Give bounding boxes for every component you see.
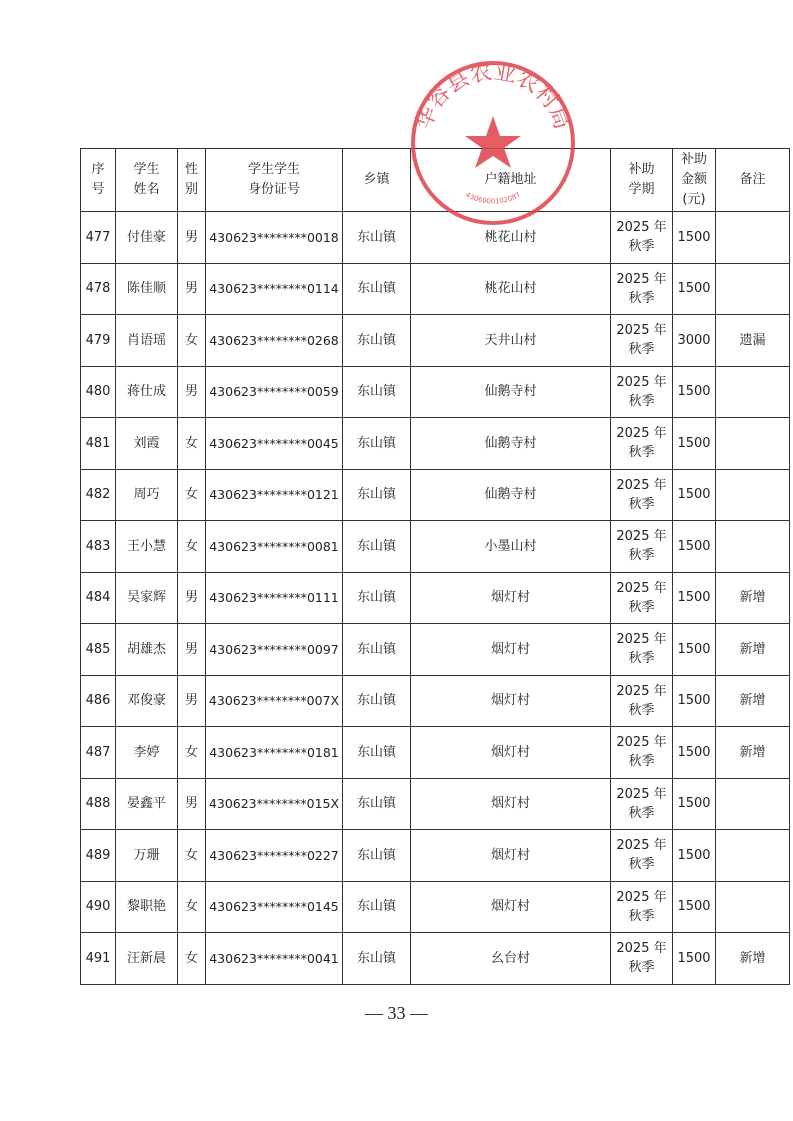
student-sex: 男 [178, 212, 206, 264]
town: 东山镇 [343, 418, 411, 470]
remark: 新增 [716, 675, 790, 727]
student-sex: 女 [178, 727, 206, 779]
town: 东山镇 [343, 830, 411, 882]
row-number: 485 [81, 624, 116, 676]
page-number: — 33 — [365, 1003, 428, 1023]
remark: 新增 [716, 727, 790, 779]
student-sex: 男 [178, 366, 206, 418]
row-number: 484 [81, 572, 116, 624]
household-address: 幺台村 [411, 933, 611, 985]
header-cell [673, 149, 716, 212]
term-year: 2025 年 [616, 374, 667, 390]
subsidy-term [611, 572, 673, 624]
student-name: 万珊 [116, 830, 178, 882]
term-year: 2025 年 [616, 786, 667, 802]
student-sex: 女 [178, 933, 206, 985]
remark [716, 521, 790, 573]
header-line: 补助 [628, 162, 655, 177]
term-season: 秋季 [628, 651, 655, 667]
subsidy-term [611, 624, 673, 676]
subsidy-amount: 1500 [673, 366, 716, 418]
header-line: 金额 [680, 172, 707, 187]
town: 东山镇 [343, 933, 411, 985]
table-header [81, 149, 790, 212]
student-name: 蒋仕成 [116, 366, 178, 418]
subsidy-amount: 1500 [673, 418, 716, 470]
household-address: 仙鹅寺村 [411, 418, 611, 470]
student-id-number: 430623********0121 [206, 469, 343, 521]
term-year: 2025 年 [616, 529, 667, 545]
household-address: 烟灯村 [411, 572, 611, 624]
table-row [81, 727, 790, 779]
subsidy-term [611, 418, 673, 470]
student-sex: 女 [178, 418, 206, 470]
term-season: 秋季 [628, 702, 655, 718]
town: 东山镇 [343, 727, 411, 779]
term-year: 2025 年 [616, 271, 667, 287]
student-sex: 男 [178, 778, 206, 830]
table-row [81, 418, 790, 470]
student-name: 付佳豪 [116, 212, 178, 264]
term-year: 2025 年 [616, 426, 667, 442]
seal-text [412, 60, 575, 133]
header-line: 乡镇 [363, 172, 390, 187]
subsidy-amount: 1500 [673, 778, 716, 830]
header-line: 备注 [739, 172, 766, 187]
student-sex: 女 [178, 881, 206, 933]
town: 东山镇 [343, 778, 411, 830]
subsidy-amount: 1500 [673, 521, 716, 573]
household-address: 烟灯村 [411, 675, 611, 727]
student-sex: 男 [178, 263, 206, 315]
subsidy-term [611, 366, 673, 418]
subsidy-term [611, 521, 673, 573]
header-cell [611, 149, 673, 212]
subsidy-amount: 1500 [673, 212, 716, 264]
term-season: 秋季 [628, 445, 655, 461]
term-season: 秋季 [628, 239, 655, 255]
header-cell [206, 149, 343, 212]
subsidy-term [611, 727, 673, 779]
student-id-number: 430623********0081 [206, 521, 343, 573]
subsidy-amount: 1500 [673, 572, 716, 624]
header-line: (元) [682, 192, 706, 207]
table-row [81, 469, 790, 521]
term-season: 秋季 [628, 290, 655, 306]
row-number: 480 [81, 366, 116, 418]
student-name: 吴家辉 [116, 572, 178, 624]
subsidy-amount: 1500 [673, 830, 716, 882]
student-id-number: 430623********0268 [206, 315, 343, 367]
student-id-number: 430623********0111 [206, 572, 343, 624]
row-number: 490 [81, 881, 116, 933]
term-year: 2025 年 [616, 220, 667, 236]
term-season: 秋季 [628, 960, 655, 976]
subsidy-term [611, 778, 673, 830]
subsidy-term [611, 263, 673, 315]
student-sex: 女 [178, 830, 206, 882]
subsidy-term [611, 469, 673, 521]
subsidy-term [611, 675, 673, 727]
header-row [81, 149, 790, 212]
student-id-number: 430623********015X [206, 778, 343, 830]
household-address: 桃花山村 [411, 263, 611, 315]
row-number: 489 [81, 830, 116, 882]
term-season: 秋季 [628, 548, 655, 564]
row-number: 491 [81, 933, 116, 985]
town: 东山镇 [343, 624, 411, 676]
table-row [81, 315, 790, 367]
town: 东山镇 [343, 521, 411, 573]
row-number: 483 [81, 521, 116, 573]
header-line: 学期 [628, 182, 655, 197]
table-row [81, 212, 790, 264]
remark [716, 881, 790, 933]
student-sex: 男 [178, 675, 206, 727]
row-number: 482 [81, 469, 116, 521]
household-address: 烟灯村 [411, 881, 611, 933]
header-line: 身份证号 [247, 182, 300, 197]
subsidy-amount: 1500 [673, 727, 716, 779]
row-number: 478 [81, 263, 116, 315]
term-year: 2025 年 [616, 838, 667, 854]
term-year: 2025 年 [616, 941, 667, 957]
student-name: 周巧 [116, 469, 178, 521]
student-name: 李婷 [116, 727, 178, 779]
student-name: 黎职艳 [116, 881, 178, 933]
student-name: 晏鑫平 [116, 778, 178, 830]
term-year: 2025 年 [616, 323, 667, 339]
term-season: 秋季 [628, 342, 655, 358]
header-line: 学生学生 [247, 162, 300, 177]
table-row [81, 263, 790, 315]
household-address: 烟灯村 [411, 624, 611, 676]
student-name: 汪新晨 [116, 933, 178, 985]
student-name: 肖语瑶 [116, 315, 178, 367]
header-cell [411, 149, 611, 212]
header-line: 户籍地址 [484, 172, 537, 187]
remark [716, 830, 790, 882]
table-row [81, 366, 790, 418]
term-year: 2025 年 [616, 632, 667, 648]
household-address: 桃花山村 [411, 212, 611, 264]
row-number: 481 [81, 418, 116, 470]
row-number: 488 [81, 778, 116, 830]
student-sex: 女 [178, 521, 206, 573]
term-year: 2025 年 [616, 477, 667, 493]
town: 东山镇 [343, 469, 411, 521]
row-number: 487 [81, 727, 116, 779]
household-address: 仙鹅寺村 [411, 469, 611, 521]
subsidy-amount: 1500 [673, 675, 716, 727]
row-number: 477 [81, 212, 116, 264]
header-line: 号 [91, 182, 105, 197]
town: 东山镇 [343, 315, 411, 367]
subsidy-amount: 3000 [673, 315, 716, 367]
town: 东山镇 [343, 572, 411, 624]
header-line: 别 [184, 182, 198, 197]
student-id-number: 430623********0227 [206, 830, 343, 882]
remark: 遗漏 [716, 315, 790, 367]
subsidy-term [611, 881, 673, 933]
table-row [81, 572, 790, 624]
subsidy-term [611, 315, 673, 367]
header-line: 姓名 [133, 182, 160, 197]
student-id-number: 430623********0145 [206, 881, 343, 933]
table-row [81, 521, 790, 573]
table-row [81, 675, 790, 727]
household-address: 烟灯村 [411, 830, 611, 882]
household-address: 仙鹅寺村 [411, 366, 611, 418]
table-row [81, 881, 790, 933]
student-id-number: 430623********0018 [206, 212, 343, 264]
subsidy-amount: 1500 [673, 881, 716, 933]
student-name: 王小慧 [116, 521, 178, 573]
student-id-number: 430623********0045 [206, 418, 343, 470]
subsidy-amount: 1500 [673, 263, 716, 315]
subsidy-term [611, 830, 673, 882]
header-line: 序 [91, 162, 105, 177]
student-sex: 女 [178, 469, 206, 521]
student-id-number: 430623********0114 [206, 263, 343, 315]
term-season: 秋季 [628, 496, 655, 512]
remark [716, 778, 790, 830]
term-season: 秋季 [628, 754, 655, 770]
town: 东山镇 [343, 366, 411, 418]
student-id-number: 430623********0181 [206, 727, 343, 779]
term-season: 秋季 [628, 857, 655, 873]
remark: 新增 [716, 572, 790, 624]
student-name: 刘霞 [116, 418, 178, 470]
student-subsidy-table-wrapper [80, 148, 766, 985]
term-season: 秋季 [628, 393, 655, 409]
term-year: 2025 年 [616, 889, 667, 905]
household-address: 小墨山村 [411, 521, 611, 573]
remark [716, 263, 790, 315]
remark [716, 469, 790, 521]
student-id-number: 430623********0059 [206, 366, 343, 418]
header-cell [716, 149, 790, 212]
header-line: 性 [184, 162, 198, 177]
row-number: 479 [81, 315, 116, 367]
header-cell [116, 149, 178, 212]
student-name: 胡雄杰 [116, 624, 178, 676]
subsidy-amount: 1500 [673, 933, 716, 985]
household-address: 烟灯村 [411, 727, 611, 779]
header-line: 学生 [133, 162, 160, 177]
subsidy-amount: 1500 [673, 624, 716, 676]
header-cell [178, 149, 206, 212]
subsidy-term [611, 933, 673, 985]
table-row [81, 933, 790, 985]
subsidy-amount: 1500 [673, 469, 716, 521]
remark: 新增 [716, 624, 790, 676]
student-name: 邓俊豪 [116, 675, 178, 727]
remark [716, 418, 790, 470]
table-body [81, 212, 790, 985]
remark: 新增 [716, 933, 790, 985]
remark [716, 212, 790, 264]
student-sex: 男 [178, 624, 206, 676]
student-name: 陈佳顺 [116, 263, 178, 315]
table-row [81, 830, 790, 882]
subsidy-term [611, 212, 673, 264]
town: 东山镇 [343, 675, 411, 727]
header-cell [343, 149, 411, 212]
town: 东山镇 [343, 881, 411, 933]
student-id-number: 430623********0097 [206, 624, 343, 676]
term-year: 2025 年 [616, 580, 667, 596]
term-year: 2025 年 [616, 683, 667, 699]
student-sex: 男 [178, 572, 206, 624]
student-id-number: 430623********007X [206, 675, 343, 727]
header-line: 补助 [680, 152, 707, 167]
student-sex: 女 [178, 315, 206, 367]
student-subsidy-table [80, 148, 790, 985]
row-number: 486 [81, 675, 116, 727]
term-season: 秋季 [628, 599, 655, 615]
town: 东山镇 [343, 212, 411, 264]
town: 东山镇 [343, 263, 411, 315]
table-row [81, 778, 790, 830]
remark [716, 366, 790, 418]
header-cell [81, 149, 116, 212]
seal-code-path: 4306000102087 [464, 190, 522, 206]
term-year: 2025 年 [616, 735, 667, 751]
student-id-number: 430623********0041 [206, 933, 343, 985]
household-address: 天井山村 [411, 315, 611, 367]
table-row [81, 624, 790, 676]
term-season: 秋季 [628, 908, 655, 924]
term-season: 秋季 [628, 805, 655, 821]
household-address: 烟灯村 [411, 778, 611, 830]
seal-text-path: 华容县农业农村局 [411, 59, 575, 133]
